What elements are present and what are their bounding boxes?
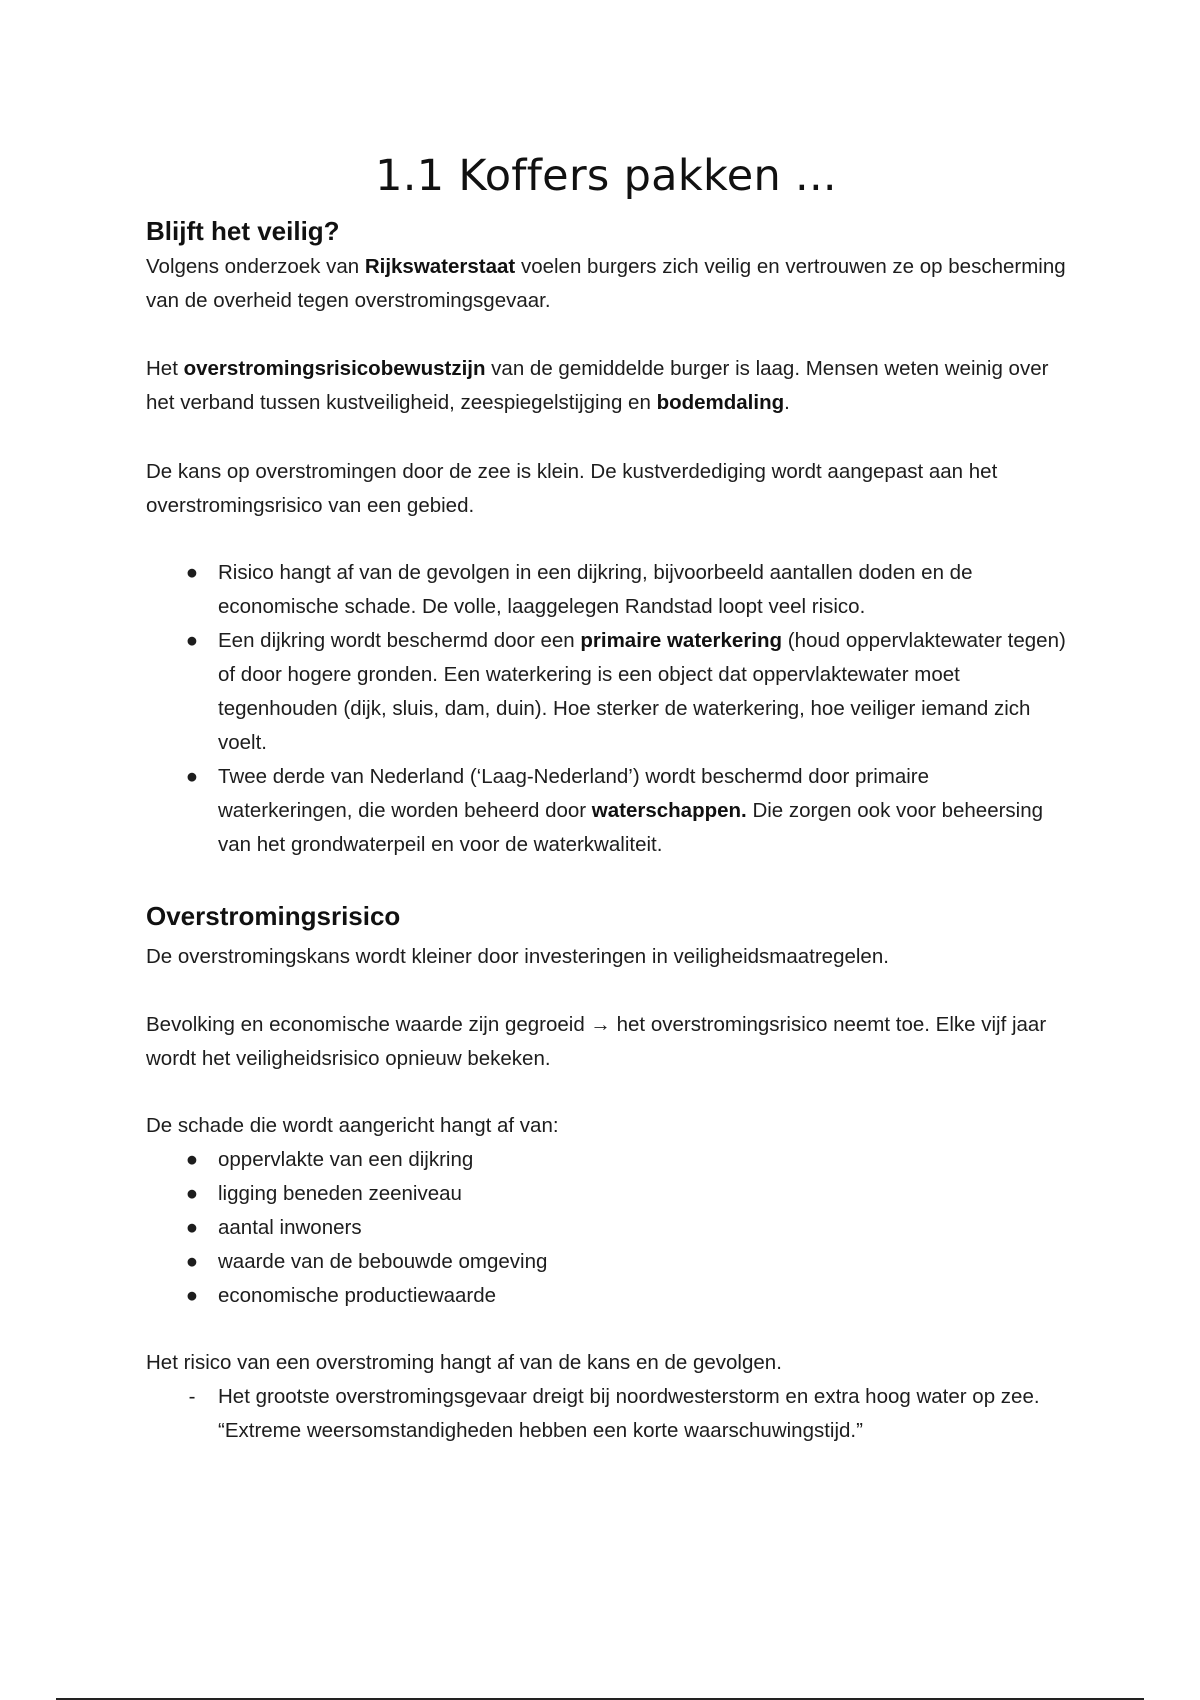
bold-term: primaire waterkering (580, 629, 783, 652)
list-item (146, 1245, 1066, 1279)
bullet-marker: ● (185, 765, 199, 788)
dash-list (146, 1380, 1066, 1448)
paragraph-risicobewustzijn (146, 352, 1066, 420)
text-span: (houd oppervlaktewater tegen) of door hogere gronden. Een waterkering is een object dat oppervlaktewater moet tegenhouden (dijk, sluis, dam, duin). Hoe sterker de waterkering, hoe veiliger iemand zich voelt. (218, 629, 1066, 754)
text-span: waarde van de bebouwde omgeving (218, 1250, 548, 1273)
text-span: Risico hangt af van de gevolgen in een dijkring, bijvoorbeeld aantallen doden en de economische schade. De volle, laaggelegen Randstad loopt veel risico. (218, 561, 973, 618)
paragraph-overstromingskans: De overstromingskans wordt kleiner door investeringen in veiligheidsmaatregelen. (146, 945, 889, 968)
paragraph-bevolking: Bevolking en economische waarde zijn gegroeid → het overstromingsrisico neemt toe. Elke vijf jaar wordt het veiligheidsrisico opnieuw bekeken. (146, 1013, 1047, 1070)
list-item (146, 1380, 1066, 1448)
page-title: 1.1 Koffers pakken ... (375, 151, 837, 201)
bullet-marker: ● (185, 1148, 199, 1171)
text-span: Twee derde van Nederland (‘Laag-Nederland’) wordt beschermd door primaire waterkeringen, die worden beheerd door (218, 765, 930, 822)
text-span: . (784, 391, 790, 414)
text-span: voelen burgers zich veilig en vertrouwen ze op bescherming van de overheid tegen overstromingsgevaar. (146, 255, 1066, 312)
paragraph-risico-kans-gevolgen: Het risico van een overstroming hangt af van de kans en de gevolgen. (146, 1351, 782, 1374)
list-item (146, 556, 1066, 624)
risk-bullet-list (146, 556, 1066, 862)
text-span: Die zorgen ook voor beheersing van het grondwaterpeil en voor de waterkwaliteit. (218, 799, 1044, 856)
text-span: aantal inwoners (218, 1216, 362, 1239)
list-item (146, 1211, 1066, 1245)
bold-term: waterschappen. (591, 799, 747, 822)
bullet-marker: ● (185, 1284, 199, 1307)
list-item (146, 1177, 1066, 1211)
text-span: Volgens onderzoek van (146, 255, 365, 278)
bullet-marker: ● (185, 1182, 199, 1205)
text-span: Het grootste overstromingsgevaar dreigt bij noordwesterstorm en extra hoog water op zee. “Extreme weersomstandigheden hebben een korte waarschuwingstijd.” (218, 1385, 1040, 1442)
list-item (146, 1143, 1066, 1177)
bold-term: Rijkswaterstaat (364, 255, 516, 278)
bold-term: bodemdaling (656, 391, 785, 414)
list-item (146, 624, 1066, 760)
text-span: oppervlakte van een dijkring (218, 1148, 474, 1171)
damage-bullet-list (146, 1143, 1066, 1313)
text-span: Het (146, 357, 184, 380)
text-span: van de gemiddelde burger is laag. Mensen weten weinig over het verband tussen kustveiligheid, zeespiegelstijging en (146, 357, 1049, 414)
bullet-marker: ● (185, 1216, 199, 1239)
paragraph-schade-intro: De schade die wordt aangericht hangt af van: (146, 1114, 559, 1137)
list-item (146, 760, 1066, 862)
list-item (146, 1279, 1066, 1313)
paragraph-rijkswaterstaat (146, 250, 1066, 318)
heading-blijft-het-veilig: Blijft het veilig? (146, 216, 340, 246)
bullet-marker: ● (185, 1250, 199, 1273)
text-span: Een dijkring wordt beschermd door een (218, 629, 581, 652)
bold-term: overstromingsrisicobewustzijn (183, 357, 486, 380)
paragraph-kustverdediging: De kans op overstromingen door de zee is klein. De kustverdediging wordt aangepast aan het overstromingsrisico van een gebied. (146, 460, 998, 517)
dash-marker: - (188, 1385, 196, 1408)
text-span: economische productiewaarde (218, 1284, 497, 1307)
heading-overstromingsrisico: Overstromingsrisico (146, 901, 401, 931)
text-span: ligging beneden zeeniveau (218, 1182, 462, 1205)
bullet-marker: ● (185, 561, 199, 584)
bullet-marker: ● (185, 629, 199, 652)
